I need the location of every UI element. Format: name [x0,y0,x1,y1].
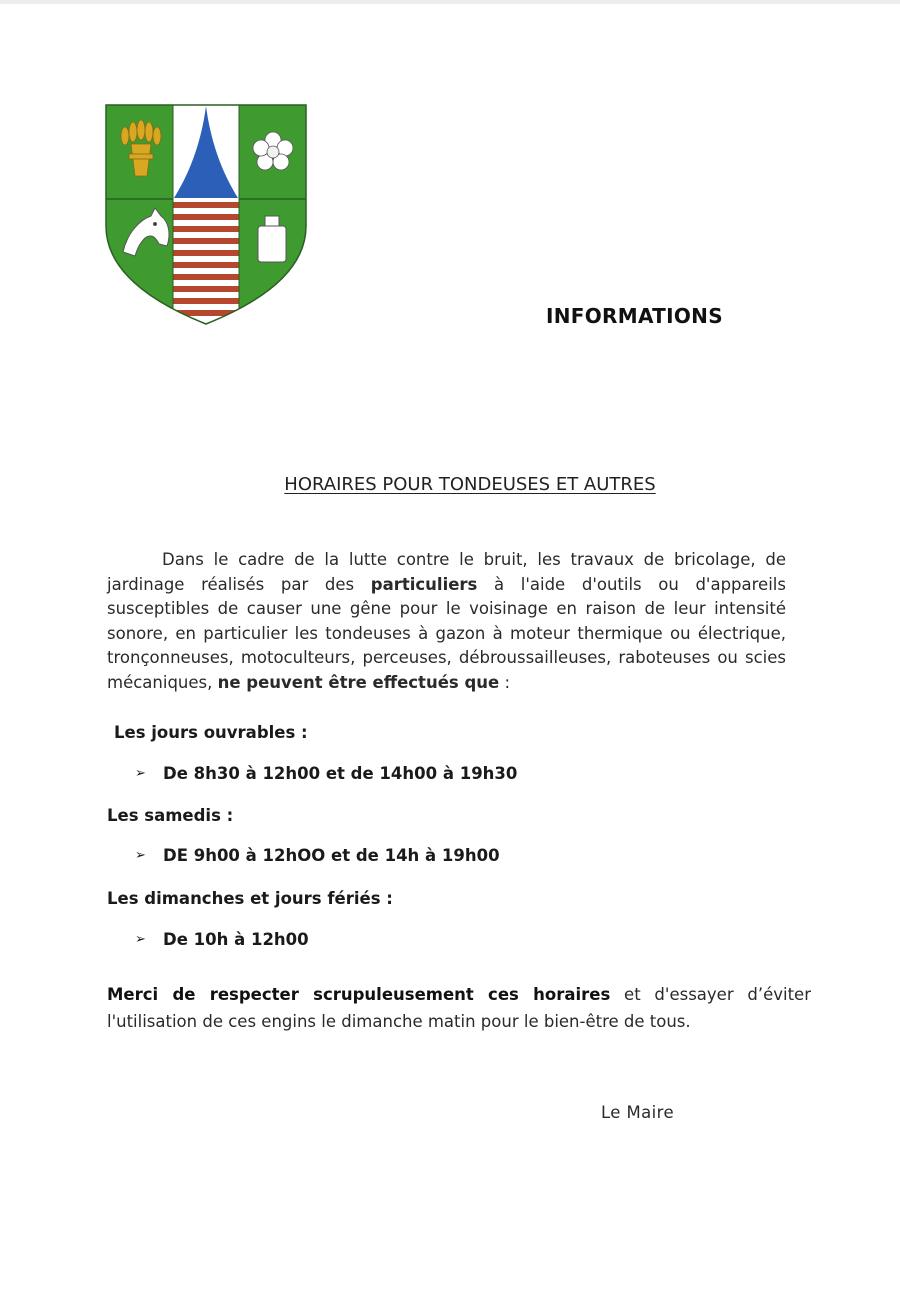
intro-bold-1: particuliers [370,574,478,594]
saturdays-heading: Les samedis : [107,806,234,825]
coat-of-arms-icon [105,104,307,326]
closing-text: et d'essayer d’éviter l'utilisation de ces engins le dimanche matin pour le bien-être de tous. [107,985,811,1031]
intro-bold-2: ne peuvent être effectués que [217,672,500,692]
notice-subtitle: HORAIRES POUR TONDEUSES ET AUTRES [284,474,656,495]
arrow-bullet-icon: ➢ [135,932,146,947]
intro-text-1: Dans le cadre de la lutte contre le bruit, les travaux de bricolage, de jardinage réalisés par des [107,550,786,594]
page-title: INFORMATIONS [546,304,723,328]
sundays-hours [135,930,309,949]
closing-paragraph [107,981,811,1035]
intro-text-2: à l'aide d'outils ou d'appareils susceptibles de causer une gêne pour le voisinage en raison de leur intensité sonore, en particulier les tondeuses à gazon à moteur thermique ou électrique, tronçonneuses, motoculteurs, perceuses, débroussailleuses, raboteuses ou scies mécaniques, [107,574,786,692]
saturdays-hours-text: DE 9h00 à 12hOO et de 14h à 19h00 [163,846,500,865]
weekdays-hours-text: De 8h30 à 12h00 et de 14h00 à 19h30 [163,764,518,783]
sundays-heading: Les dimanches et jours fériés : [107,889,393,908]
weekdays-heading: Les jours ouvrables : [114,723,308,742]
weekdays-hours [135,764,517,783]
intro-end: : [499,672,511,692]
closing-bold: Merci de respecter scrupuleusement ces horaires [107,985,611,1004]
intro-paragraph [107,548,786,696]
top-border [0,0,900,4]
saturdays-hours [135,846,500,865]
arrow-bullet-icon: ➢ [135,848,146,863]
sundays-hours-text: De 10h à 12h00 [163,930,309,949]
arrow-bullet-icon: ➢ [135,766,146,781]
signature: Le Maire [601,1103,675,1122]
